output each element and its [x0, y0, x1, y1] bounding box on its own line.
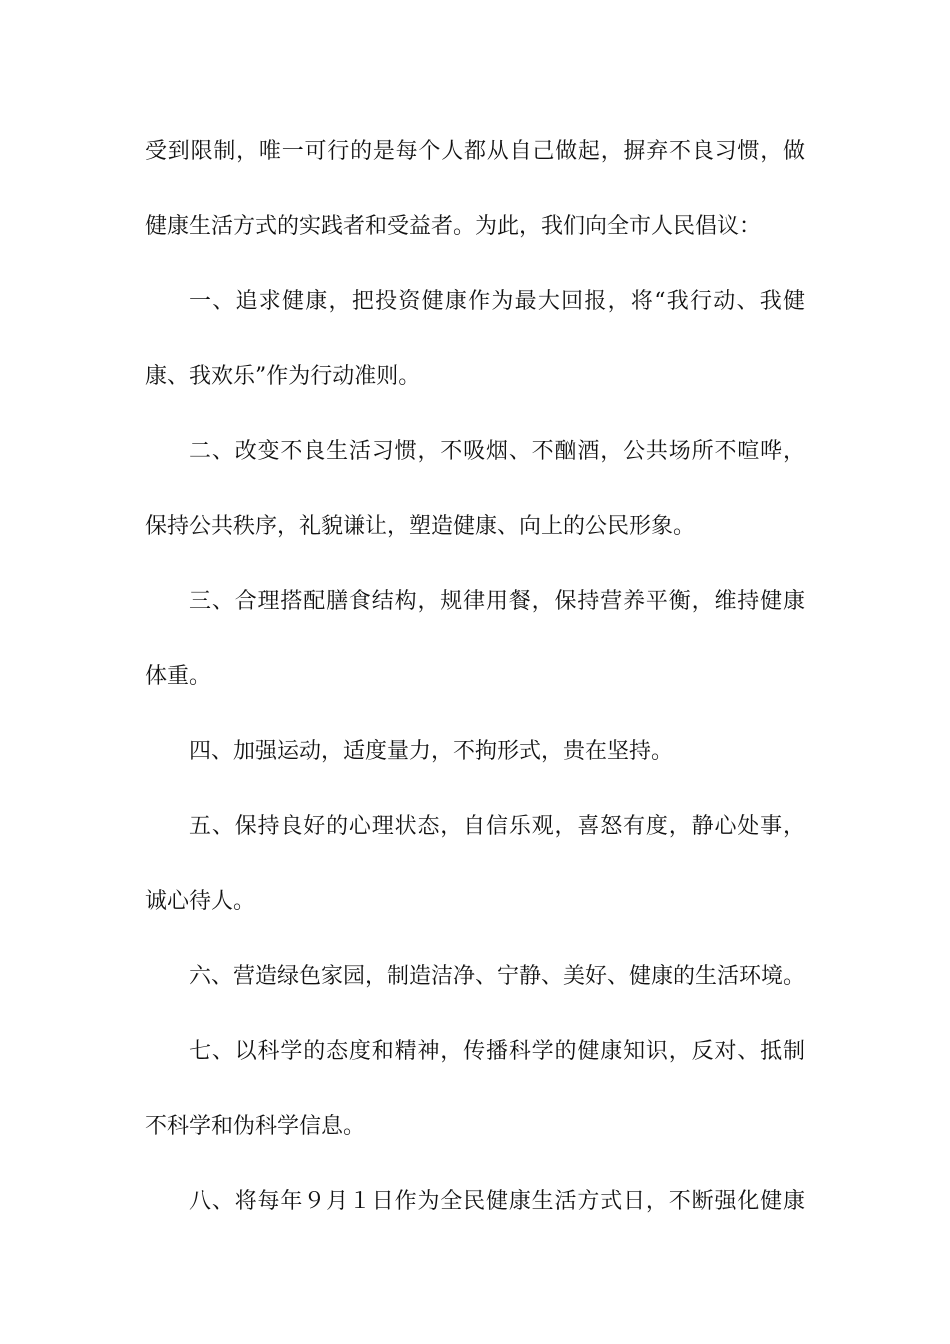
text-line-5: 二、改变不良生活习惯，不吸烟、不酗酒，公共场所不喧哗，	[189, 439, 805, 464]
text-line-3: 一、追求健康，把投资健康作为最大回报，将“我行动、我健	[189, 289, 805, 314]
text-line-10: 五、保持良好的心理状态，自信乐观，喜怒有度，静心处事，	[189, 814, 805, 839]
text-line-7: 三、合理搭配膳食结构，规律用餐，保持营养平衡，维持健康	[189, 589, 805, 614]
text-line-12: 六、营造绿色家园，制造洁净、宁静、美好、健康的生活环境。	[189, 964, 806, 989]
text-line-9: 四、加强运动，适度量力，不拘形式，贵在坚持。	[189, 739, 674, 764]
text-line-1: 受到限制，唯一可行的是每个人都从自己做起，摒弃不良习惯，做	[145, 139, 805, 164]
text-line-13: 七、以科学的态度和精神，传播科学的健康知识，反对、抵制	[189, 1039, 805, 1064]
text-line-6: 保持公共秩序，礼貌谦让，塑造健康、向上的公民形象。	[145, 514, 696, 539]
text-line-2: 健康生活方式的实践者和受益者。为此，我们向全市人民倡议：	[145, 214, 762, 239]
text-line-14: 不科学和伪科学信息。	[145, 1114, 366, 1139]
text-line-11: 诚心待人。	[145, 889, 256, 914]
text-line-15: 八、将每年９月１日作为全民健康生活方式日，不断强化健康	[189, 1189, 805, 1214]
text-line-8: 体重。	[145, 664, 212, 689]
text-line-4: 康、我欢乐”作为行动准则。	[145, 364, 421, 389]
